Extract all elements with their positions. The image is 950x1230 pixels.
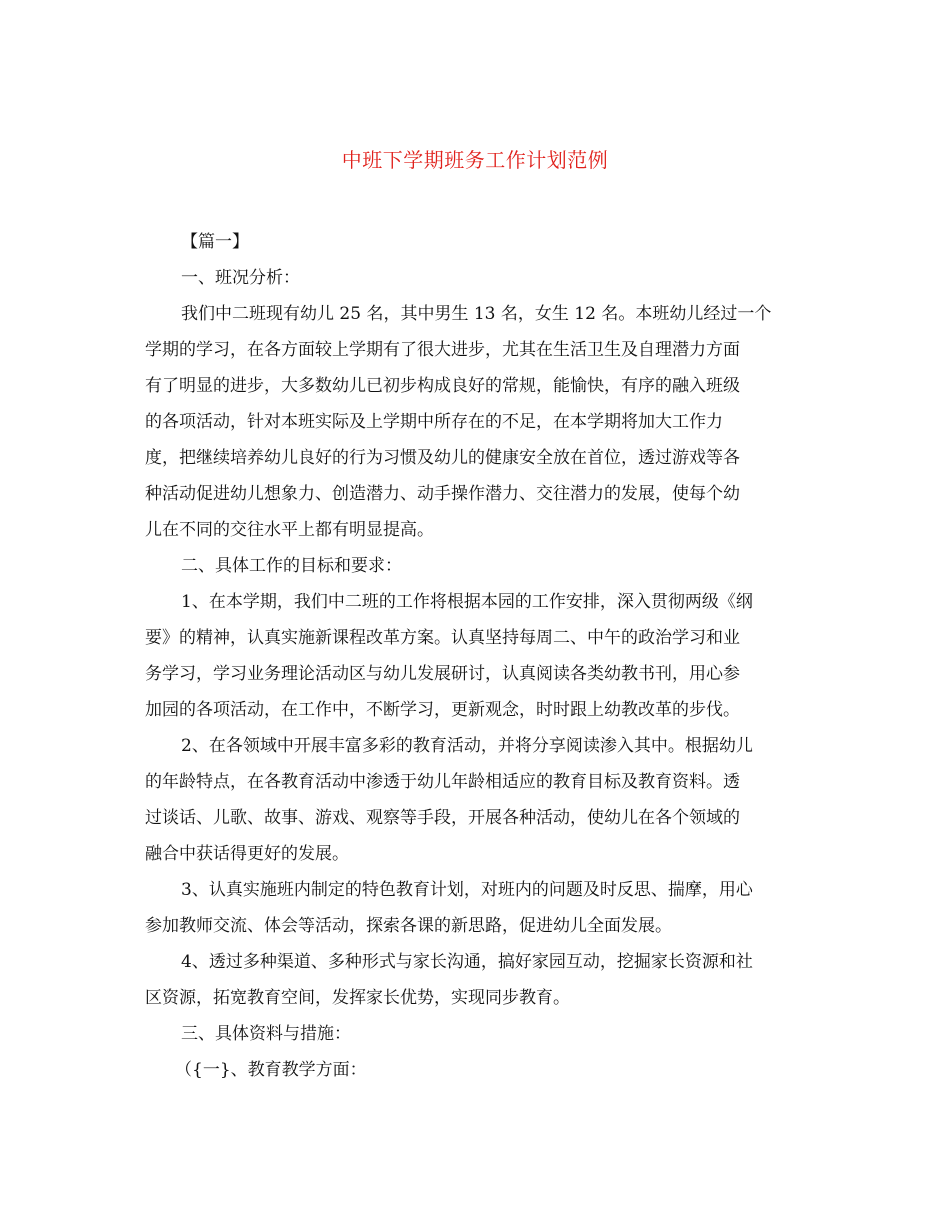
text-line: 三、具体资料与措施： bbox=[181, 1024, 351, 1044]
text-line: 区资源，拓宽教育空间，发挥家长优势，实现同步教育。 bbox=[145, 988, 570, 1008]
text-line: 过谈话、儿歌、故事、游戏、观察等手段，开展各种活动，使幼儿在各个领域的 bbox=[145, 808, 740, 828]
text-line: 的各项活动，针对本班实际及上学期中所存在的不足，在本学期将加大工作力 bbox=[145, 412, 723, 432]
text-line: 我们中二班现有幼儿 25 名，其中男生 13 名，女生 12 名。本班幼儿经过一个 bbox=[181, 304, 772, 324]
text-line: 要》的精神，认真实施新课程改革方案。认真坚持每周二、中午的政治学习和业 bbox=[145, 628, 740, 648]
text-line: 融合中获话得更好的发展。 bbox=[145, 844, 349, 864]
text-line: 2、在各领域中开展丰富多彩的教育活动，并将分享阅读渗入其中。根据幼儿 bbox=[181, 736, 753, 756]
text-line: 儿在不同的交往水平上都有明显提高。 bbox=[145, 520, 434, 540]
text-line: 的年龄特点，在各教育活动中渗透于幼儿年龄相适应的教育目标及教育资料。透 bbox=[145, 772, 740, 792]
text-line: 度，把继续培养幼儿良好的行为习惯及幼儿的健康安全放在首位，透过游戏等各 bbox=[145, 448, 740, 468]
page-title: 中班下学期班务工作计划范例 bbox=[341, 148, 609, 172]
text-line: 3、认真实施班内制定的特色教育计划，对班内的问题及时反思、揣摩，用心 bbox=[181, 880, 753, 900]
text-line: 学期的学习，在各方面较上学期有了很大进步，尤其在生活卫生及自理潜力方面 bbox=[145, 340, 740, 360]
text-line: 种活动促进幼儿想象力、创造潜力、动手操作潜力、交往潜力的发展，使每个幼 bbox=[145, 484, 740, 504]
document-body bbox=[145, 224, 809, 1088]
text-line: 加园的各项活动，在工作中，不断学习，更新观念，时时跟上幼教改革的步伐。 bbox=[145, 700, 740, 720]
text-line: 参加教师交流、体会等活动，探索各课的新思路，促进幼儿全面发展。 bbox=[145, 916, 672, 936]
text-line: 二、具体工作的目标和要求： bbox=[181, 556, 402, 576]
text-line: 1、在本学期，我们中二班的工作将根据本园的工作安排，深入贯彻两级《纲 bbox=[181, 592, 753, 612]
text-line: 有了明显的进步，大多数幼儿已初步构成良好的常规，能愉快，有序的融入班级 bbox=[145, 376, 740, 396]
text-line: 【篇一】 bbox=[181, 232, 249, 252]
text-line: （{一}、教育教学方面： bbox=[175, 1060, 367, 1080]
text-line: 务学习，学习业务理论活动区与幼儿发展研讨，认真阅读各类幼教书刊，用心参 bbox=[145, 664, 740, 684]
text-line: 4、透过多种渠道、多种形式与家长沟通，搞好家园互动，挖掘家长资源和社 bbox=[181, 952, 753, 972]
text-line: 一、班况分析： bbox=[181, 268, 300, 288]
